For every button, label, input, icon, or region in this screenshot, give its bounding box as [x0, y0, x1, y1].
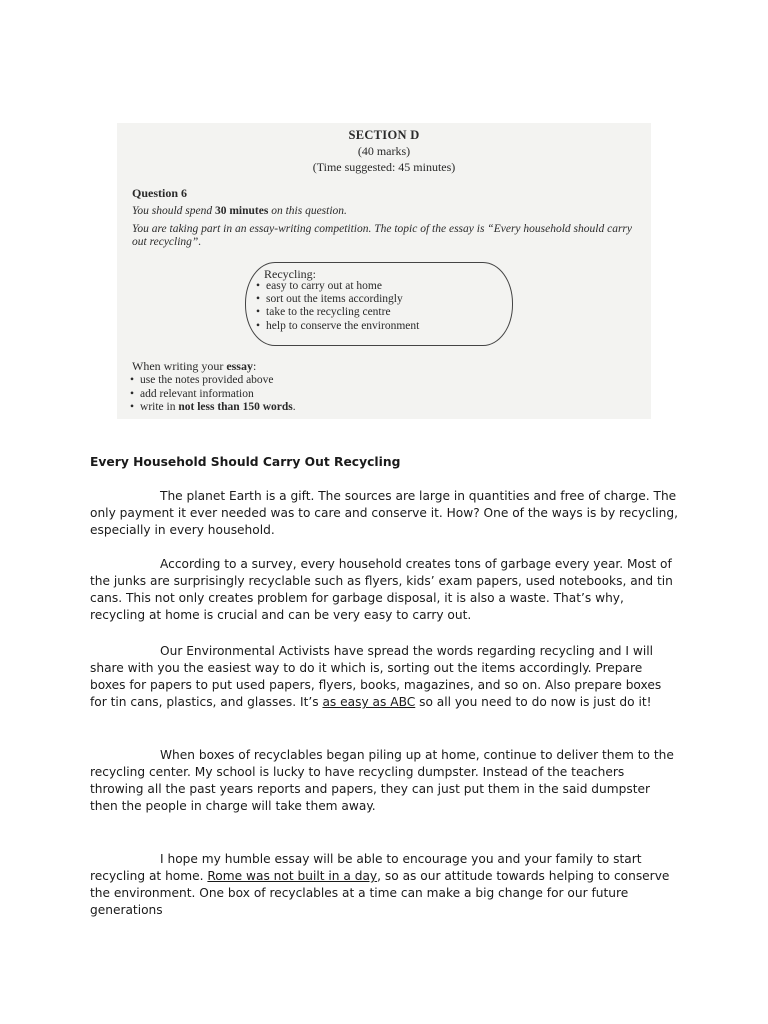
essay-paragraph-3: Our Environmental Activists have spread the words regarding recycling and I will share with you the easiest way to do it which is, sorting out the items accordingly. Prepare boxes for papers to put used papers, flyers, books, magazines, and so on. Also prepare boxes for tin cans, plastics, and glasses. It’s as easy as ABC so all you need to do now is just do it! — [90, 644, 662, 709]
section-title: SECTION D — [348, 128, 420, 142]
writing-requirements-heading: When writing your essay: — [132, 359, 257, 373]
requirement-item: • write in not less than 150 words. — [130, 401, 296, 415]
topic-instruction: You are taking part in an essay-writing competition. The topic of the essay is “Every household should carry out recycling”. — [132, 223, 632, 248]
note-item: • take to the recycling centre — [256, 306, 419, 319]
essay-paragraph-4: When boxes of recyclables began piling up at home, continue to deliver them to the recycling center. My school is lucky to have recycling dumpster. Instead of the teachers throwing all the past years reports and papers, they can just put them in the said dumpster then the people in charge will take them away. — [90, 748, 674, 813]
notes-bubble — [245, 262, 513, 346]
section-time: (Time suggested: 45 minutes) — [312, 160, 456, 174]
section-marks: (40 marks) — [357, 144, 411, 158]
requirement-item: • add relevant information — [130, 388, 296, 402]
scanned-question-image — [117, 123, 651, 419]
notes-title: Recycling: — [264, 267, 316, 281]
essay-paragraph-2: According to a survey, every household creates tons of garbage every year. Most of the junks are surprisingly recyclable such as flyers, kids’ exam papers, used notebooks, and tin cans. This not only creates problem for garbage disposal, it is also a waste. That’s why, recycling at home is crucial and can be very easy to carry out. — [90, 557, 673, 622]
idiom-easy-as-abc: as easy as ABC — [322, 695, 416, 709]
writing-requirements-list — [130, 374, 296, 415]
essay-title: Every Household Should Carry Out Recycling — [90, 455, 401, 469]
requirement-item: • use the notes provided above — [130, 374, 296, 388]
question-label: Question 6 — [132, 186, 188, 200]
time-instruction: You should spend 30 minutes on this question. — [132, 205, 347, 217]
essay-paragraph-1: The planet Earth is a gift. The sources are large in quantities and free of charge. The only payment it ever needed was to care and conserve it. How? One of the ways is by recycling, especially in every household. — [90, 489, 678, 537]
note-item: • sort out the items accordingly — [256, 293, 419, 306]
idiom-rome-not-built: Rome was not built in a day — [207, 869, 378, 883]
note-item: • easy to carry out at home — [256, 280, 419, 293]
notes-list — [256, 280, 419, 333]
note-item: • help to conserve the environment — [256, 320, 419, 333]
essay-paragraph-5: I hope my humble essay will be able to encourage you and your family to start recycling at home. Rome was not built in a day, so as our attitude towards helping to conserve the environment. One box of recyclables at a time can make a big change for our future generations — [90, 852, 670, 917]
